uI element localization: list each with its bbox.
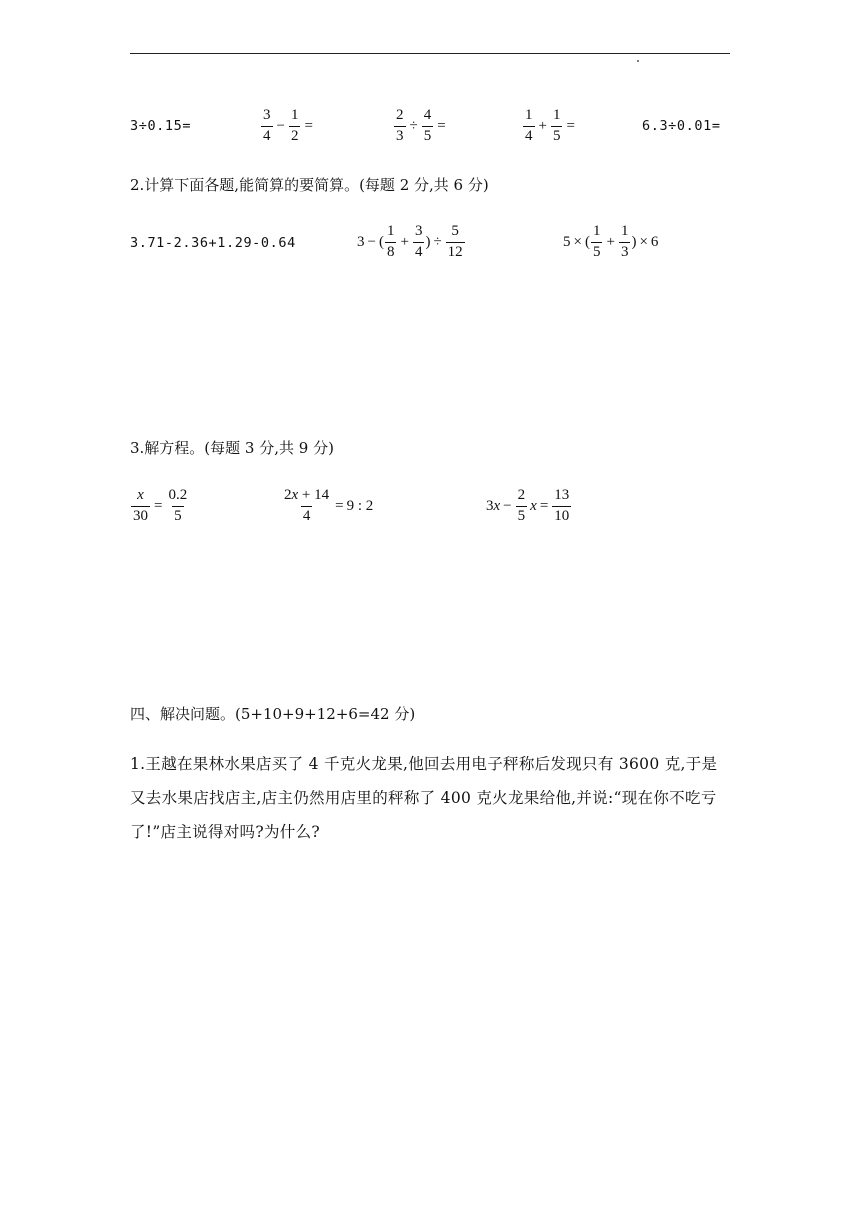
- header-dot: [637, 60, 639, 62]
- fraction: $\frac{1}{5}$: [552, 107, 561, 144]
- fraction: $\frac{1}{3}$: [620, 223, 629, 260]
- fraction: $\frac{2x + 14}{4}$: [284, 487, 330, 524]
- fraction: $\frac{13}{10}$: [554, 487, 570, 524]
- section4-heading: 四、解决问题。(5+10+9+12+6=42 分): [130, 705, 416, 723]
- header-rule: [130, 53, 730, 54]
- fraction: $\frac{1}{4}$: [525, 107, 533, 144]
- section2-heading: 2.计算下面各题,能简算的要简算。(每题 2 分,共 6 分): [130, 176, 489, 194]
- fraction: $\frac{3}{4}$: [414, 223, 423, 260]
- problem-2-1: 3.71-2.36+1.29-0.64: [130, 235, 296, 251]
- equation-1: $\frac{x}{30}$ = $\frac{0.2}{5}$: [133, 487, 188, 524]
- fraction: $\frac{3}{4}$: [263, 107, 271, 144]
- fraction: $\frac{x}{30}$: [133, 487, 148, 524]
- oral-item-2: $\frac{3}{4}$ − $\frac{1}{2}$ =: [263, 107, 313, 144]
- fraction: $\frac{4}{5}$: [423, 107, 432, 144]
- section3-heading: 3.解方程。(每题 3 分,共 9 分): [130, 439, 334, 457]
- question-1: 1.王越在果林水果店买了 4 千克火龙果,他回去用电子秤称后发现只有 3600 克,于是又去水果店找店主,店主仍然用店里的秤称了 400 克火龙果给他,并说:“现在你不吃亏了!”店主说得对吗?为什么?: [130, 755, 718, 841]
- fraction: $\frac{1}{8}$: [386, 223, 395, 260]
- oral-item-4: $\frac{1}{4}$ + $\frac{1}{5}$ =: [525, 107, 575, 144]
- problem-2-3: 5 × ( $\frac{1}{5}$ + $\frac{1}{3}$ ) × 6: [563, 223, 659, 260]
- oral-item-1: 3÷0.15=: [130, 118, 192, 134]
- fraction: $\frac{2}{3}$: [396, 107, 404, 144]
- problem-2-2: 3 − ( $\frac{1}{8}$ + $\frac{3}{4}$ ) ÷ $\frac{5}{12}$: [357, 223, 463, 260]
- fraction: $\frac{1}{2}$: [290, 107, 299, 144]
- oral-item-5: 6.3÷0.01=: [642, 118, 721, 134]
- fraction: $\frac{0.2}{5}$: [168, 487, 188, 524]
- oral-item-3: $\frac{2}{3}$ ÷ $\frac{4}{5}$ =: [396, 107, 446, 144]
- equation-2: $\frac{2x + 14}{4}$ = 9 : 2: [284, 487, 374, 524]
- equation-3: 3 x − $\frac{2}{5}$ x = $\frac{13}{10}$: [486, 487, 570, 524]
- fraction: $\frac{2}{5}$: [517, 487, 526, 524]
- fraction: $\frac{1}{5}$: [592, 223, 601, 260]
- fraction: $\frac{5}{12}$: [447, 223, 463, 260]
